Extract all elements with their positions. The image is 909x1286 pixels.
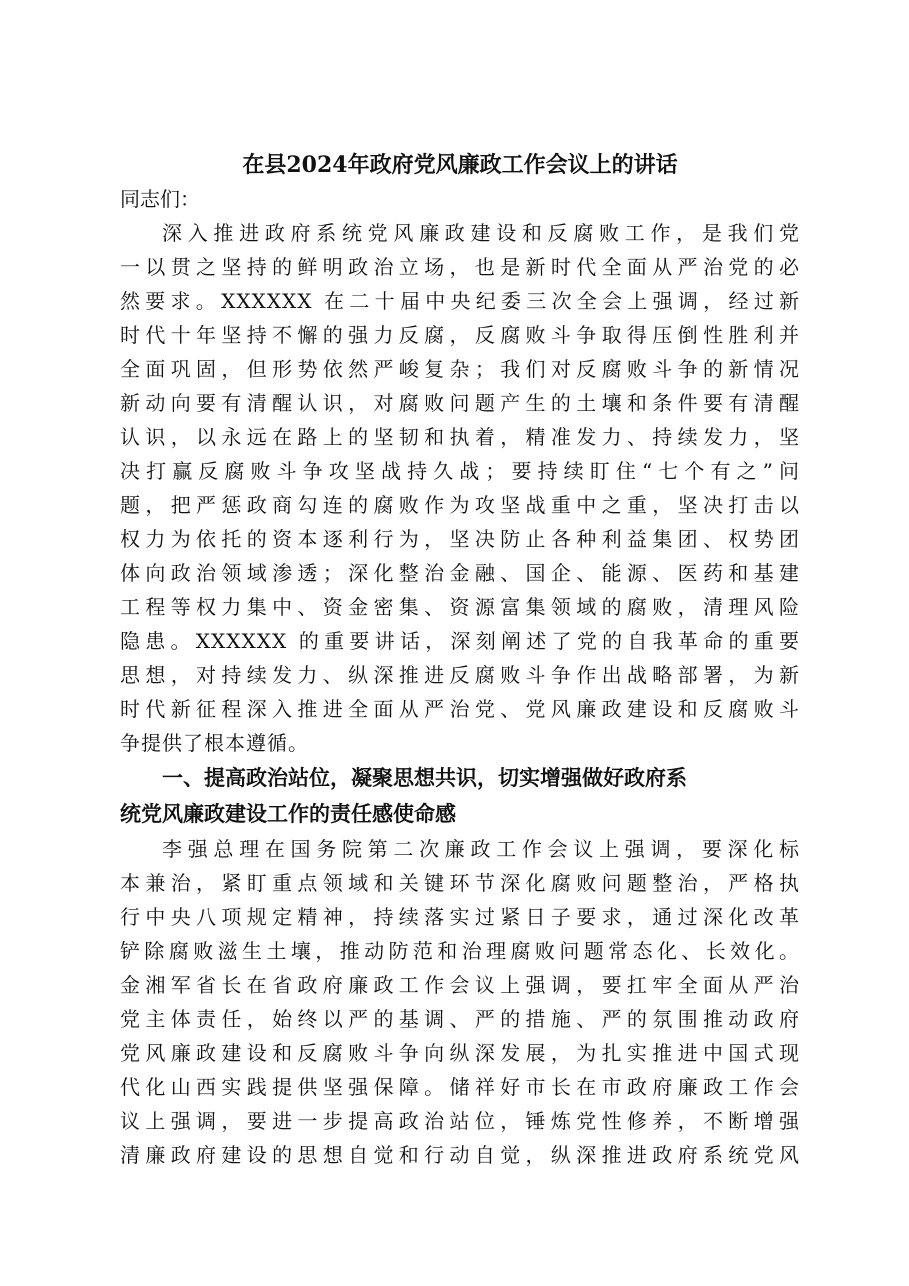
text-line: 议上强调，要进一步提高政治站位，锤炼党性修养，不断增强 [120, 1109, 800, 1133]
section-heading-1 [120, 760, 800, 832]
text-line: 党风廉政建设和反腐败斗争向纵深发展，为扎实推进中国式现 [120, 1041, 800, 1065]
text-line: 认识，以永远在路上的坚韧和执着，精准发力、持续发力，坚 [120, 425, 800, 449]
text-line: 党主体责任，始终以严的基调、严的措施、严的氛围推动政府 [120, 1007, 800, 1031]
paragraph-section-1 [120, 832, 800, 1172]
text-line: 决打赢反腐败斗争攻坚战持久战；要持续盯住“七个有之”问 [120, 459, 800, 483]
text-line: 隐患。XXXXXX 的重要讲话，深刻阐述了党的自我革命的重要 [120, 629, 800, 653]
heading-line: 统党风廉政建设工作的责任感使命感 [120, 802, 456, 826]
text-line: 争提供了根本遵循。 [120, 731, 309, 755]
text-line: 金湘军省长在省政府廉政工作会议上强调，要扛牢全面从严治 [120, 973, 800, 997]
text-line: 铲除腐败滋生土壤，推动防范和治理腐败问题常态化、长效化。 [120, 939, 800, 963]
text-line: 本兼治，紧盯重点领域和关键环节深化腐败问题整治，严格执 [120, 871, 800, 895]
text-line: 思想，对持续发力、纵深推进反腐败斗争作出战略部署，为新 [120, 663, 800, 687]
text-line: 全面巩固，但形势依然严峻复杂；我们对反腐败斗争的新情况 [120, 357, 800, 381]
text-line: 一以贯之坚持的鲜明政治立场，也是新时代全面从严治党的必 [120, 255, 800, 279]
text-line: 权力为依托的资本逐利行为，坚决防止各种利益集团、权势团 [120, 527, 800, 551]
text-line: 代化山西实践提供坚强保障。储祥好市长在市政府廉政工作会 [120, 1075, 800, 1099]
text-line: 新动向要有清醒认识，对腐败问题产生的土壤和条件要有清醒 [120, 391, 800, 415]
text-line: 李强总理在国务院第二次廉政工作会议上强调，要深化标 [162, 837, 800, 861]
text-line: 时代十年坚持不懈的强力反腐，反腐败斗争取得压倒性胜利并 [120, 323, 800, 347]
document-title: 在县2024年政府党风廉政工作会议上的讲话 [242, 152, 678, 178]
text-line: 工程等权力集中、资金密集、资源富集领域的腐败，清理风险 [120, 595, 800, 619]
text-line: 时代新征程深入推进全面从严治党、党风廉政建设和反腐败斗 [120, 697, 800, 721]
text-line: 体向政治领域渗透；深化整治金融、国企、能源、医药和基建 [120, 561, 800, 585]
document-page [120, 148, 800, 1172]
text-line: 深入推进政府系统党风廉政建设和反腐败工作，是我们党 [162, 221, 800, 245]
heading-line: 一、提高政治站位，凝聚思想共识，切实增强做好政府系 [162, 766, 687, 790]
paragraph-intro [120, 216, 800, 760]
text-line: 行中央八项规定精神，持续落实过紧日子要求，通过深化改革 [120, 905, 800, 929]
salutation: 同志们： [120, 187, 200, 211]
text-line: 题，把严惩政商勾连的腐败作为攻坚战重中之重，坚决打击以 [120, 493, 800, 517]
text-line: 清廉政府建设的思想自觉和行动自觉，纵深推进政府系统党风 [120, 1143, 800, 1167]
text-line: 然要求。XXXXXX 在二十届中央纪委三次全会上强调，经过新 [120, 289, 800, 313]
